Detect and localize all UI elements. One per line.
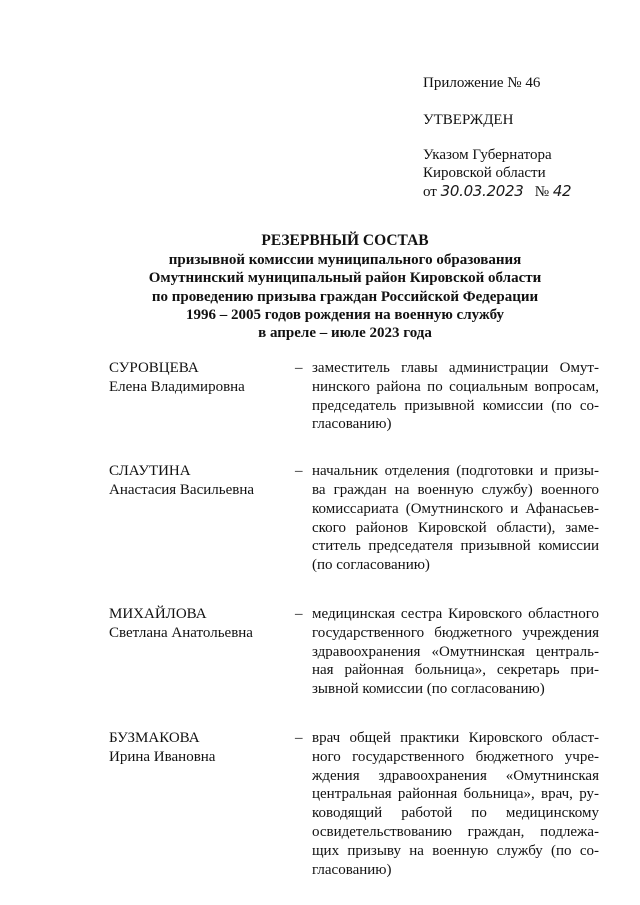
member-role	[312, 605, 599, 699]
role-line: освидетельствованию граждан, подлежа-	[312, 823, 599, 840]
role-line: медицинская сестра Кировского областного	[312, 605, 599, 622]
member-entry	[109, 462, 599, 575]
member-name	[109, 605, 289, 643]
member-role	[312, 359, 599, 434]
member-entry	[109, 605, 599, 699]
member-dash: –	[295, 360, 303, 376]
member-given-name: Ирина Ивановна	[109, 748, 216, 765]
member-name	[109, 462, 289, 500]
handwritten-date: 30.03.2023	[440, 182, 524, 200]
role-line: здравоохранения «Омутнинская централь-	[312, 643, 599, 660]
title-line-1: призывной комиссии муниципального образования	[168, 252, 522, 268]
role-line: гласованию)	[312, 416, 392, 433]
role-line: начальник отделения (подготовки и призы-	[312, 463, 599, 480]
member-dash: –	[295, 605, 303, 622]
approval-block	[423, 74, 623, 201]
role-line: председатель призывной комиссии (по со-	[312, 397, 599, 414]
member-entry	[109, 729, 599, 879]
member-name	[109, 729, 289, 767]
title-main: РЕЗЕРВНЫЙ СОСТАВ	[261, 232, 429, 249]
role-line: ститель председателя призывной комиссии	[312, 538, 599, 555]
role-line: ная районная больница», секретарь при-	[312, 662, 599, 679]
decree-line-2: Кировской области	[423, 165, 546, 181]
member-surname: БУЗМАКОВА	[109, 729, 200, 746]
number-prefix: №	[534, 184, 550, 200]
role-line: гласованию)	[312, 861, 392, 878]
title-line-4: 1996 – 2005 годов рождения на военную службу	[185, 306, 505, 323]
role-line: щих призыву на военную службу (по со-	[312, 842, 599, 859]
role-line: государственного бюджетного учреждения	[312, 624, 599, 641]
decree-date-line	[423, 182, 623, 201]
member-given-name: Светлана Анатольевна	[109, 624, 253, 641]
role-line: врач общей практики Кировского област-	[312, 729, 599, 746]
title-line-3: по проведению призыва граждан Российской Федерации	[151, 288, 539, 305]
member-surname: СЛАУТИНА	[109, 463, 191, 480]
member-surname: СУРОВЦЕВА	[109, 360, 199, 376]
member-name	[109, 359, 289, 397]
role-line: ва граждан на военную службу) военного	[312, 481, 599, 498]
role-line: комиссариата (Омутнинского и Афанасьев-	[312, 500, 599, 517]
role-line: зывной комиссии (по согласованию)	[312, 681, 545, 698]
member-given-name: Елена Владимировна	[109, 378, 245, 395]
role-line: центральная районная больница», врач, ру-	[312, 786, 599, 803]
role-line: ждения здравоохранения «Омутнинская	[312, 767, 599, 784]
member-entry	[109, 359, 599, 434]
role-line: заместитель главы администрации Омут-	[312, 360, 599, 376]
role-line: ского районов Кировской области), заме-	[312, 519, 599, 536]
members-list	[109, 359, 599, 879]
decree-line-1: Указом Губернатора	[423, 147, 552, 163]
member-surname: МИХАЙЛОВА	[109, 605, 207, 622]
member-dash: –	[295, 729, 303, 746]
member-dash: –	[295, 463, 303, 480]
date-prefix: от	[423, 184, 437, 200]
member-role	[312, 729, 599, 879]
role-line: (по согласованию)	[312, 557, 430, 574]
member-given-name: Анастасия Васильевна	[109, 481, 255, 498]
approved-stamp-text: УТВЕРЖДЕН	[423, 112, 514, 128]
role-line: нинского района по социальным вопросам,	[312, 378, 599, 395]
title-line-2: Омутнинский муниципальный район Кировской области	[148, 270, 542, 287]
role-line: ководящий работой по медицинскому	[312, 805, 599, 822]
member-role	[312, 462, 599, 575]
handwritten-number: 42	[552, 182, 572, 200]
appendix-number: Приложение № 46	[423, 75, 541, 91]
document-title	[90, 231, 600, 342]
title-line-5: в апреле – июле 2023 года	[258, 325, 432, 342]
role-line: ного государственного бюджетного учре-	[312, 748, 599, 765]
